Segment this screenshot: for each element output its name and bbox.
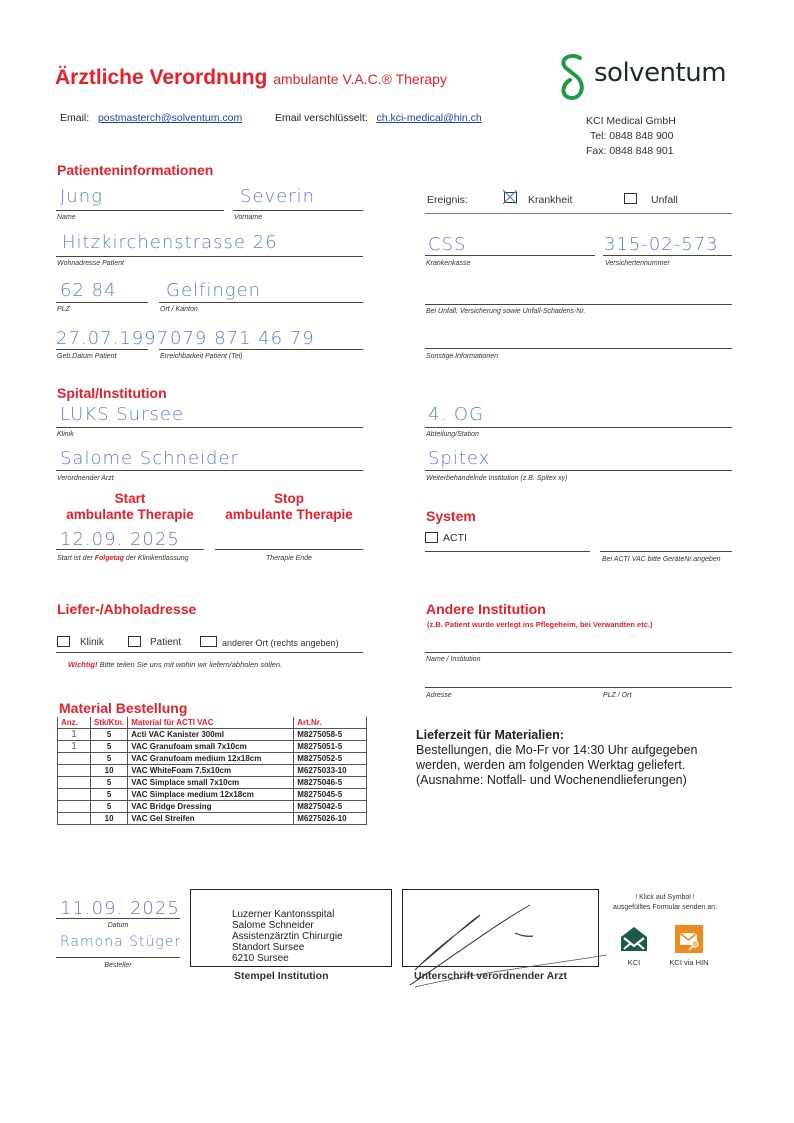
material-anz-cell[interactable] [58,753,91,765]
material-row [58,813,367,825]
material-row [58,777,367,789]
other-institution-subheading: (z.B. Patient wurde verlegt ins Pflegeheim, bei Verwandten etc.) [427,620,653,629]
patient-plz-label: PLZ [57,306,70,313]
weiter-value[interactable]: Spitex [428,448,491,469]
material-stk-cell: 5 [91,777,128,789]
stamp-line: Luzerner Kantonsspital [232,909,335,920]
system-option-acti: ACTI [443,532,467,544]
email-encrypted-link[interactable]: ch.kci-medical@hin.ch [376,112,482,124]
send-kci-button[interactable] [618,925,650,953]
delivery-note-text: Bitte teilen Sie uns mit wohin wir liefern/abholen sollen. [97,660,283,669]
patient-tel-value[interactable]: 079 871 46 79 [170,328,315,349]
patient-name-label: Name [57,214,76,221]
order-date-value[interactable]: 11.09. 2025 [60,898,180,919]
material-anz-cell[interactable] [58,765,91,777]
material-row [58,753,367,765]
send-hint-1: ! Klick auf Symbol ! [635,894,695,901]
checkbox-anderer-ort[interactable] [200,636,217,647]
start-heading-1: Start [114,491,146,506]
patient-address-line [56,256,363,257]
material-anz-cell[interactable]: 1 [58,741,91,753]
send-kci-label: KCI [627,958,641,967]
kasse-label: Krankenkasse [426,260,471,267]
delivery-option-klinik: Klinik [80,637,104,648]
versnr-value[interactable]: 315-02-573 [604,234,719,255]
event-label: Ereignis: [427,194,468,206]
material-art-cell: M6275033-10 [294,765,367,777]
event-option-unfall: Unfall [651,194,678,206]
send-hin-label: KCI via HIN [669,958,709,967]
start-note-a: Start ist der [57,555,95,562]
klinik-label: Klinik [57,431,74,438]
order-date-line [56,918,180,919]
other-name-line[interactable] [425,652,732,653]
versnr-label: Versichertennummer [605,260,670,267]
material-stk-cell: 10 [91,813,128,825]
material-art-cell: M8275058-5 [294,729,367,741]
section-heading-other-institution: Andere Institution [426,601,546,617]
lieferzeit-heading: Lieferzeit für Materialien: [416,728,564,742]
system-line-left [425,551,590,552]
email-encrypted-row [275,112,482,124]
start-therapy-heading [60,491,200,523]
stamp-line: Salome Schneider [232,920,314,931]
solventum-logo [556,52,736,102]
patient-name-line [56,210,224,211]
stop-heading-1: Stop [274,491,304,506]
sonstige-label: Sonstige Informationen [426,353,498,360]
other-plz-label: PLZ / Ort [603,692,632,699]
material-stk-cell: 10 [91,765,128,777]
open-envelope-icon [618,925,650,953]
stop-therapy-heading [215,491,363,523]
material-stk-cell: 5 [91,729,128,741]
material-name-cell: Acti VAC Kanister 300ml [128,729,294,741]
col-material: Material für ACTI VAC [128,717,294,729]
arzt-label: Verordnender Arzt [57,475,114,482]
delivery-line [56,652,363,653]
besteller-label: Besteller [104,962,132,969]
klinik-line [56,427,363,428]
delivery-note-important: Wichtig! [68,660,98,669]
abteilung-label: Abteilung/Station [426,431,479,438]
lieferzeit-info [416,728,697,788]
stamp-text [232,909,343,964]
form-title [55,66,447,90]
patient-address-value[interactable]: Hitzkirchenstrasse 26 [62,232,278,253]
material-stk-cell: 5 [91,789,128,801]
signature-label: Unterschrift verordnender Arzt [414,970,568,982]
section-heading-spital: Spital/Institution [57,385,167,401]
material-stk-cell: 5 [91,753,128,765]
material-anz-cell[interactable]: 1 [58,729,91,741]
material-name-cell: VAC WhiteFoam 7.5x10cm [128,765,294,777]
stop-heading-2: ambulante Therapie [225,507,353,522]
lieferzeit-line-2: werden, werden am folgenden Werktag geliefert. [416,758,686,772]
unfall-label: Bei Unfall; Versicherung sowie Unfall-Schadens-Nr. [426,308,586,315]
section-heading-patient: Patienteninformationen [57,162,214,178]
material-row [58,789,367,801]
material-anz-cell[interactable] [58,777,91,789]
patient-plz-value[interactable]: 62 84 [60,280,117,301]
solventum-logo-icon [556,54,592,102]
system-line-right[interactable] [600,551,732,552]
material-name-cell: VAC Simplace small 7x10cm [128,777,294,789]
stamp-line: Standort Sursee [232,942,305,953]
stop-date-line[interactable] [215,549,363,550]
patient-plz-line [56,302,148,303]
material-art-cell: M6275026-10 [294,813,367,825]
email-link[interactable]: postmasterch@solventum.com [97,112,243,124]
stop-label: Therapie Ende [266,555,312,562]
checkbox-krankheit[interactable] [504,192,517,203]
start-note-c: der Klinikentlassung [123,555,189,562]
other-address-label: Adresse [426,692,452,699]
versnr-line [603,255,732,256]
form-title-main: Ärztliche Verordnung [55,66,268,89]
abteilung-value[interactable]: 4. OG [428,404,485,425]
start-note-folgetag: Folgetag [94,555,124,562]
kasse-line [425,255,595,256]
patient-tel-label: Erreichbarkeit Patient (Tel) [160,353,243,360]
patient-vorname-value[interactable]: Severin [240,186,316,207]
company-name: KCI Medical GmbH [586,115,676,127]
patient-dob-label: Geb.Datum Patient [57,353,117,360]
lieferzeit-line-3: (Ausnahme: Notfall- und Wochenendlieferungen) [416,773,687,787]
send-hint-2: ausgefülltes Formular senden an: [613,904,717,911]
section-heading-system: System [426,508,476,524]
company-info [586,114,676,159]
checkmark-x-icon [502,189,518,205]
email-row [60,112,242,124]
material-name-cell: VAC Granufoam medium 12x18cm [128,753,294,765]
material-name-cell: VAC Granufoam small 7x10cm [128,741,294,753]
material-anz-cell[interactable] [58,801,91,813]
email-encrypted-label: Email verschlüsselt: [275,112,368,124]
material-name-cell: VAC Simplace medium 12x18cm [128,789,294,801]
checkbox-patient[interactable] [128,636,141,647]
col-art: Art.Nr. [294,717,367,729]
company-tel: Tel: 0848 848 900 [590,130,674,142]
patient-vorname-line [233,210,363,211]
send-hint [600,893,730,913]
start-note [57,555,189,562]
section-heading-material: Material Bestellung [59,700,188,716]
material-name-cell: VAC Bridge Dressing [128,801,294,813]
material-anz-cell[interactable] [58,789,91,801]
patient-address-label: Wohnadresse Patient [57,260,124,267]
patient-ort-line [159,302,363,303]
weiter-line [425,470,732,471]
material-row [58,729,367,741]
delivery-option-patient: Patient [150,637,182,648]
abteilung-line [425,427,732,428]
sonstige-line[interactable] [425,348,732,349]
section-heading-delivery: Liefer-/Abholadresse [57,601,197,617]
checkbox-klinik[interactable] [57,636,70,647]
arzt-value[interactable]: Salome Schneider [60,448,239,469]
stamp-line: 6210 Sursee [232,953,289,964]
other-address-line[interactable] [425,687,732,688]
arzt-line [56,470,363,471]
patient-name-value[interactable]: Jung [60,186,103,207]
besteller-line [56,957,180,958]
event-option-krankheit: Krankheit [528,194,573,206]
patient-tel-line [159,349,363,350]
envelope-key-icon [675,925,703,953]
patient-dob-value[interactable]: 27.07.1997 [56,328,170,349]
checkbox-unfall[interactable] [624,193,637,204]
order-date-label: Datum [107,922,129,929]
start-heading-2: ambulante Therapie [66,507,194,522]
material-art-cell: M8275045-5 [294,789,367,801]
material-stk-cell: 5 [91,801,128,813]
material-table [57,717,367,825]
unfall-line[interactable] [425,304,732,305]
material-art-cell: M8275052-5 [294,753,367,765]
material-row [58,741,367,753]
besteller-value[interactable]: Ramona Stüger [60,934,182,950]
delivery-note [68,660,282,669]
delivery-option-anderer-ort: anderer Ort (rechts angeben) [222,638,339,648]
patient-ort-label: Ort / Kanton [160,306,198,313]
kasse-value[interactable]: CSS [428,234,467,255]
event-line [425,213,732,214]
patient-dob-line [56,349,148,350]
stamp-label: Stempel Institution [234,970,329,982]
material-name-cell: VAC Gel Streifen [128,813,294,825]
material-header-row [58,717,367,729]
other-name-label: Name / Institution [426,656,481,663]
stamp-line: Assistenzärztin Chirurgie [232,931,343,942]
company-fax: Fax: 0848 848 901 [586,145,674,157]
material-art-cell: M8275042-5 [294,801,367,813]
material-art-cell: M8275046-5 [294,777,367,789]
start-date-line [56,549,204,550]
material-anz-cell[interactable] [58,813,91,825]
lieferzeit-line-1: Bestellungen, die Mo-Fr vor 14:30 Uhr aufgegeben [416,743,698,757]
patient-vorname-label: Vorname [234,214,263,221]
col-anz: Anz. [58,717,91,729]
material-stk-cell: 5 [91,741,128,753]
system-note: Bei ACTI VAC bitte GeräteNr.angeben [602,556,721,563]
patient-ort-value[interactable]: Gelfingen [166,280,262,301]
col-stk: Stk/Ktn. [91,717,128,729]
checkbox-acti[interactable] [425,532,438,543]
start-date-value[interactable]: 12.09. 2025 [60,529,180,550]
send-hin-button[interactable] [675,925,703,953]
klinik-value[interactable]: LUKS Sursee [60,404,185,425]
weiter-label: Weiterbehandelnde Institution (z.B. Spitex xy) [426,475,568,482]
material-row [58,801,367,813]
material-art-cell: M8275051-5 [294,741,367,753]
form-subtitle: ambulante V.A.C.® Therapy [273,71,447,87]
material-row [58,765,367,777]
email-label: Email: [60,112,90,124]
brand-name: solventum [594,58,727,88]
